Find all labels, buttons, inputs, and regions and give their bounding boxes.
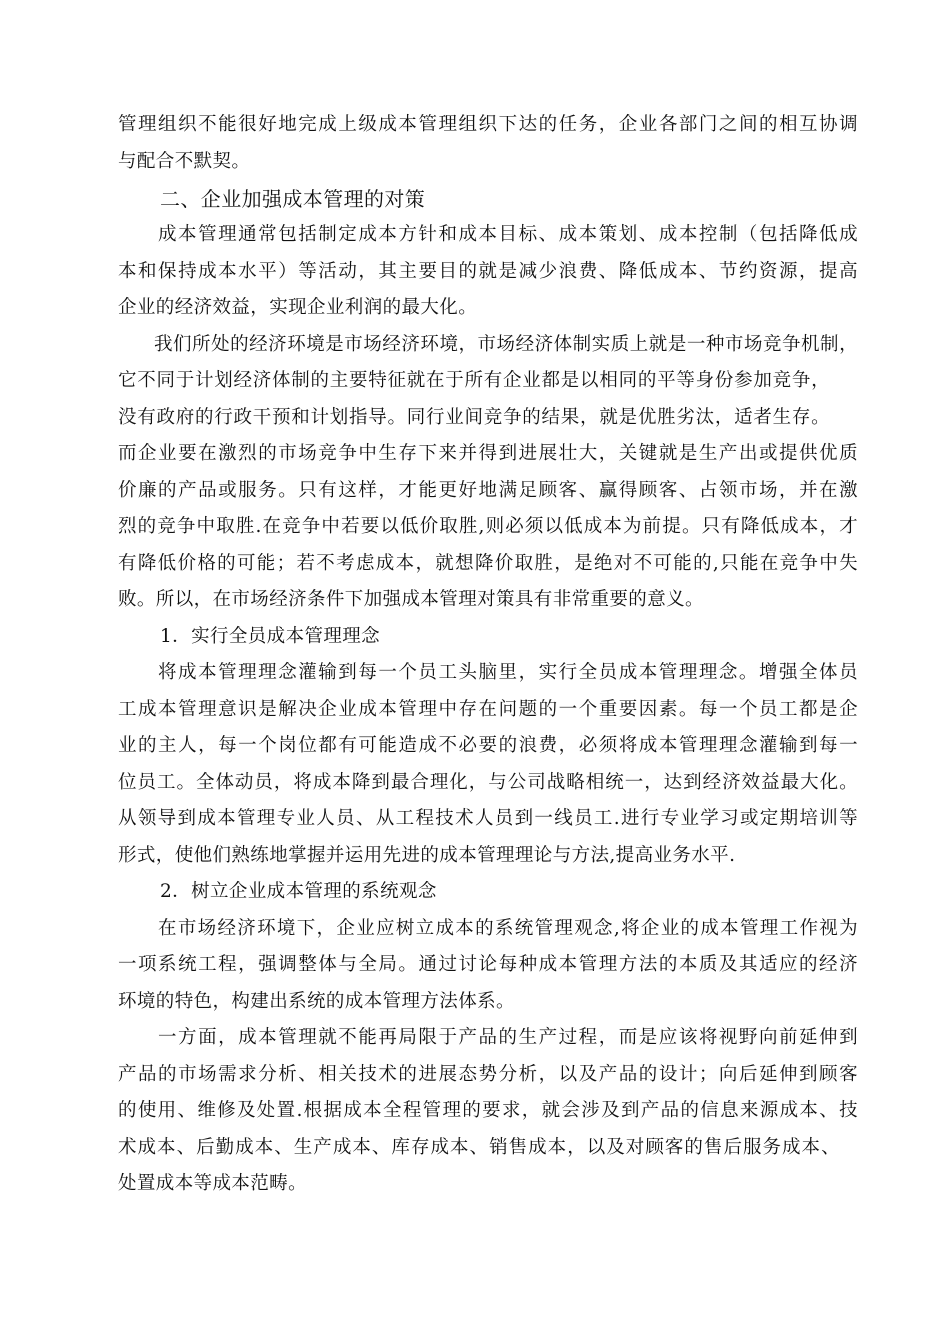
paragraph-line: 有降低价格的可能；若不考虑成本，就想降价取胜，是绝对不可能的,只能在竞争中失 — [118, 553, 858, 574]
paragraph-line: 一项系统工程，强调整体与全局。通过讨论每种成本管理方法的本质及其适应的经济 — [118, 954, 858, 975]
subsection-heading: 2．树立企业成本管理的系统观念 — [160, 881, 437, 902]
paragraph-line: 我们所处的经济环境是市场经济环境，市场经济体制实质上就是一种市场竞争机制， — [154, 334, 858, 355]
paragraph-line: 从领导到成本管理专业人员、从工程技术人员到一线员工.进行专业学习或定期培训等 — [118, 808, 858, 829]
paragraph-line: 形式，使他们熟练地掌握并运用先进的成本管理理论与方法,提高业务水平. — [118, 845, 736, 866]
paragraph-line: 价廉的产品或服务。只有这样，才能更好地满足顾客、赢得顾客、占领市场，并在激 — [118, 480, 858, 501]
paragraph-line: 烈的竞争中取胜.在竞争中若要以低价取胜,则必须以低成本为前提。只有降低成本，才 — [118, 516, 858, 537]
paragraph-line: 处置成本等成本范畴。 — [118, 1173, 308, 1194]
paragraph-line: 与配合不默契。 — [118, 151, 251, 172]
paragraph-line: 没有政府的行政干预和计划指导。同行业间竞争的结果，就是优胜劣汰，适者生存。 — [118, 407, 830, 428]
paragraph-line: 工成本管理意识是解决企业成本管理中存在问题的一个重要因素。每一个员工都是企 — [118, 699, 858, 720]
paragraph-line: 而企业要在激烈的市场竞争中生存下来并得到进展壮大，关键就是生产出或提供优质 — [118, 443, 858, 464]
paragraph-line: 业的主人，每一个岗位都有可能造成不必要的浪费，必须将成本管理理念灌输到每一 — [118, 735, 858, 756]
paragraph-line: 环境的特色，构建出系统的成本管理方法体系。 — [118, 991, 515, 1012]
paragraph-line: 在市场经济环境下，企业应树立成本的系统管理观念,将企业的成本管理工作视为 — [158, 918, 858, 939]
paragraph-line: 败。所以，在市场经济条件下加强成本管理对策具有非常重要的意义。 — [118, 589, 704, 610]
paragraph-line: 一方面，成本管理就不能再局限于产品的生产过程，而是应该将视野向前延伸到 — [158, 1027, 858, 1048]
paragraph-line: 本和保持成本水平）等活动，其主要目的就是减少浪费、降低成本、节约资源，提高 — [118, 261, 858, 282]
paragraph-line: 术成本、后勤成本、生产成本、库存成本、销售成本，以及对顾客的售后服务成本、 — [118, 1137, 840, 1158]
paragraph-line: 管理组织不能很好地完成上级成本管理组织下达的任务，企业各部门之间的相互协调 — [118, 114, 858, 135]
paragraph-line: 成本管理通常包括制定成本方针和成本目标、成本策划、成本控制（包括降低成 — [158, 224, 858, 245]
section-heading: 二、企业加强成本管理的对策 — [160, 187, 426, 211]
paragraph-line: 产品的市场需求分析、相关技术的进展态势分析，以及产品的设计；向后延伸到顾客 — [118, 1064, 858, 1085]
paragraph-line: 它不同于计划经济体制的主要特征就在于所有企业都是以相同的平等身份参加竞争， — [118, 370, 830, 391]
subsection-heading: 1．实行全员成本管理理念 — [160, 626, 381, 647]
paragraph-line: 的使用、维修及处置.根据成本全程管理的要求，就会涉及到产品的信息来源成本、技 — [118, 1100, 858, 1121]
paragraph-line: 将成本管理理念灌输到每一个员工头脑里，实行全员成本管理理念。增强全体员 — [158, 662, 858, 683]
paragraph-line: 位员工。全体动员，将成本降到最合理化，与公司战略相统一，达到经济效益最大化。 — [118, 772, 858, 793]
paragraph-line: 企业的经济效益，实现企业利润的最大化。 — [118, 297, 478, 318]
